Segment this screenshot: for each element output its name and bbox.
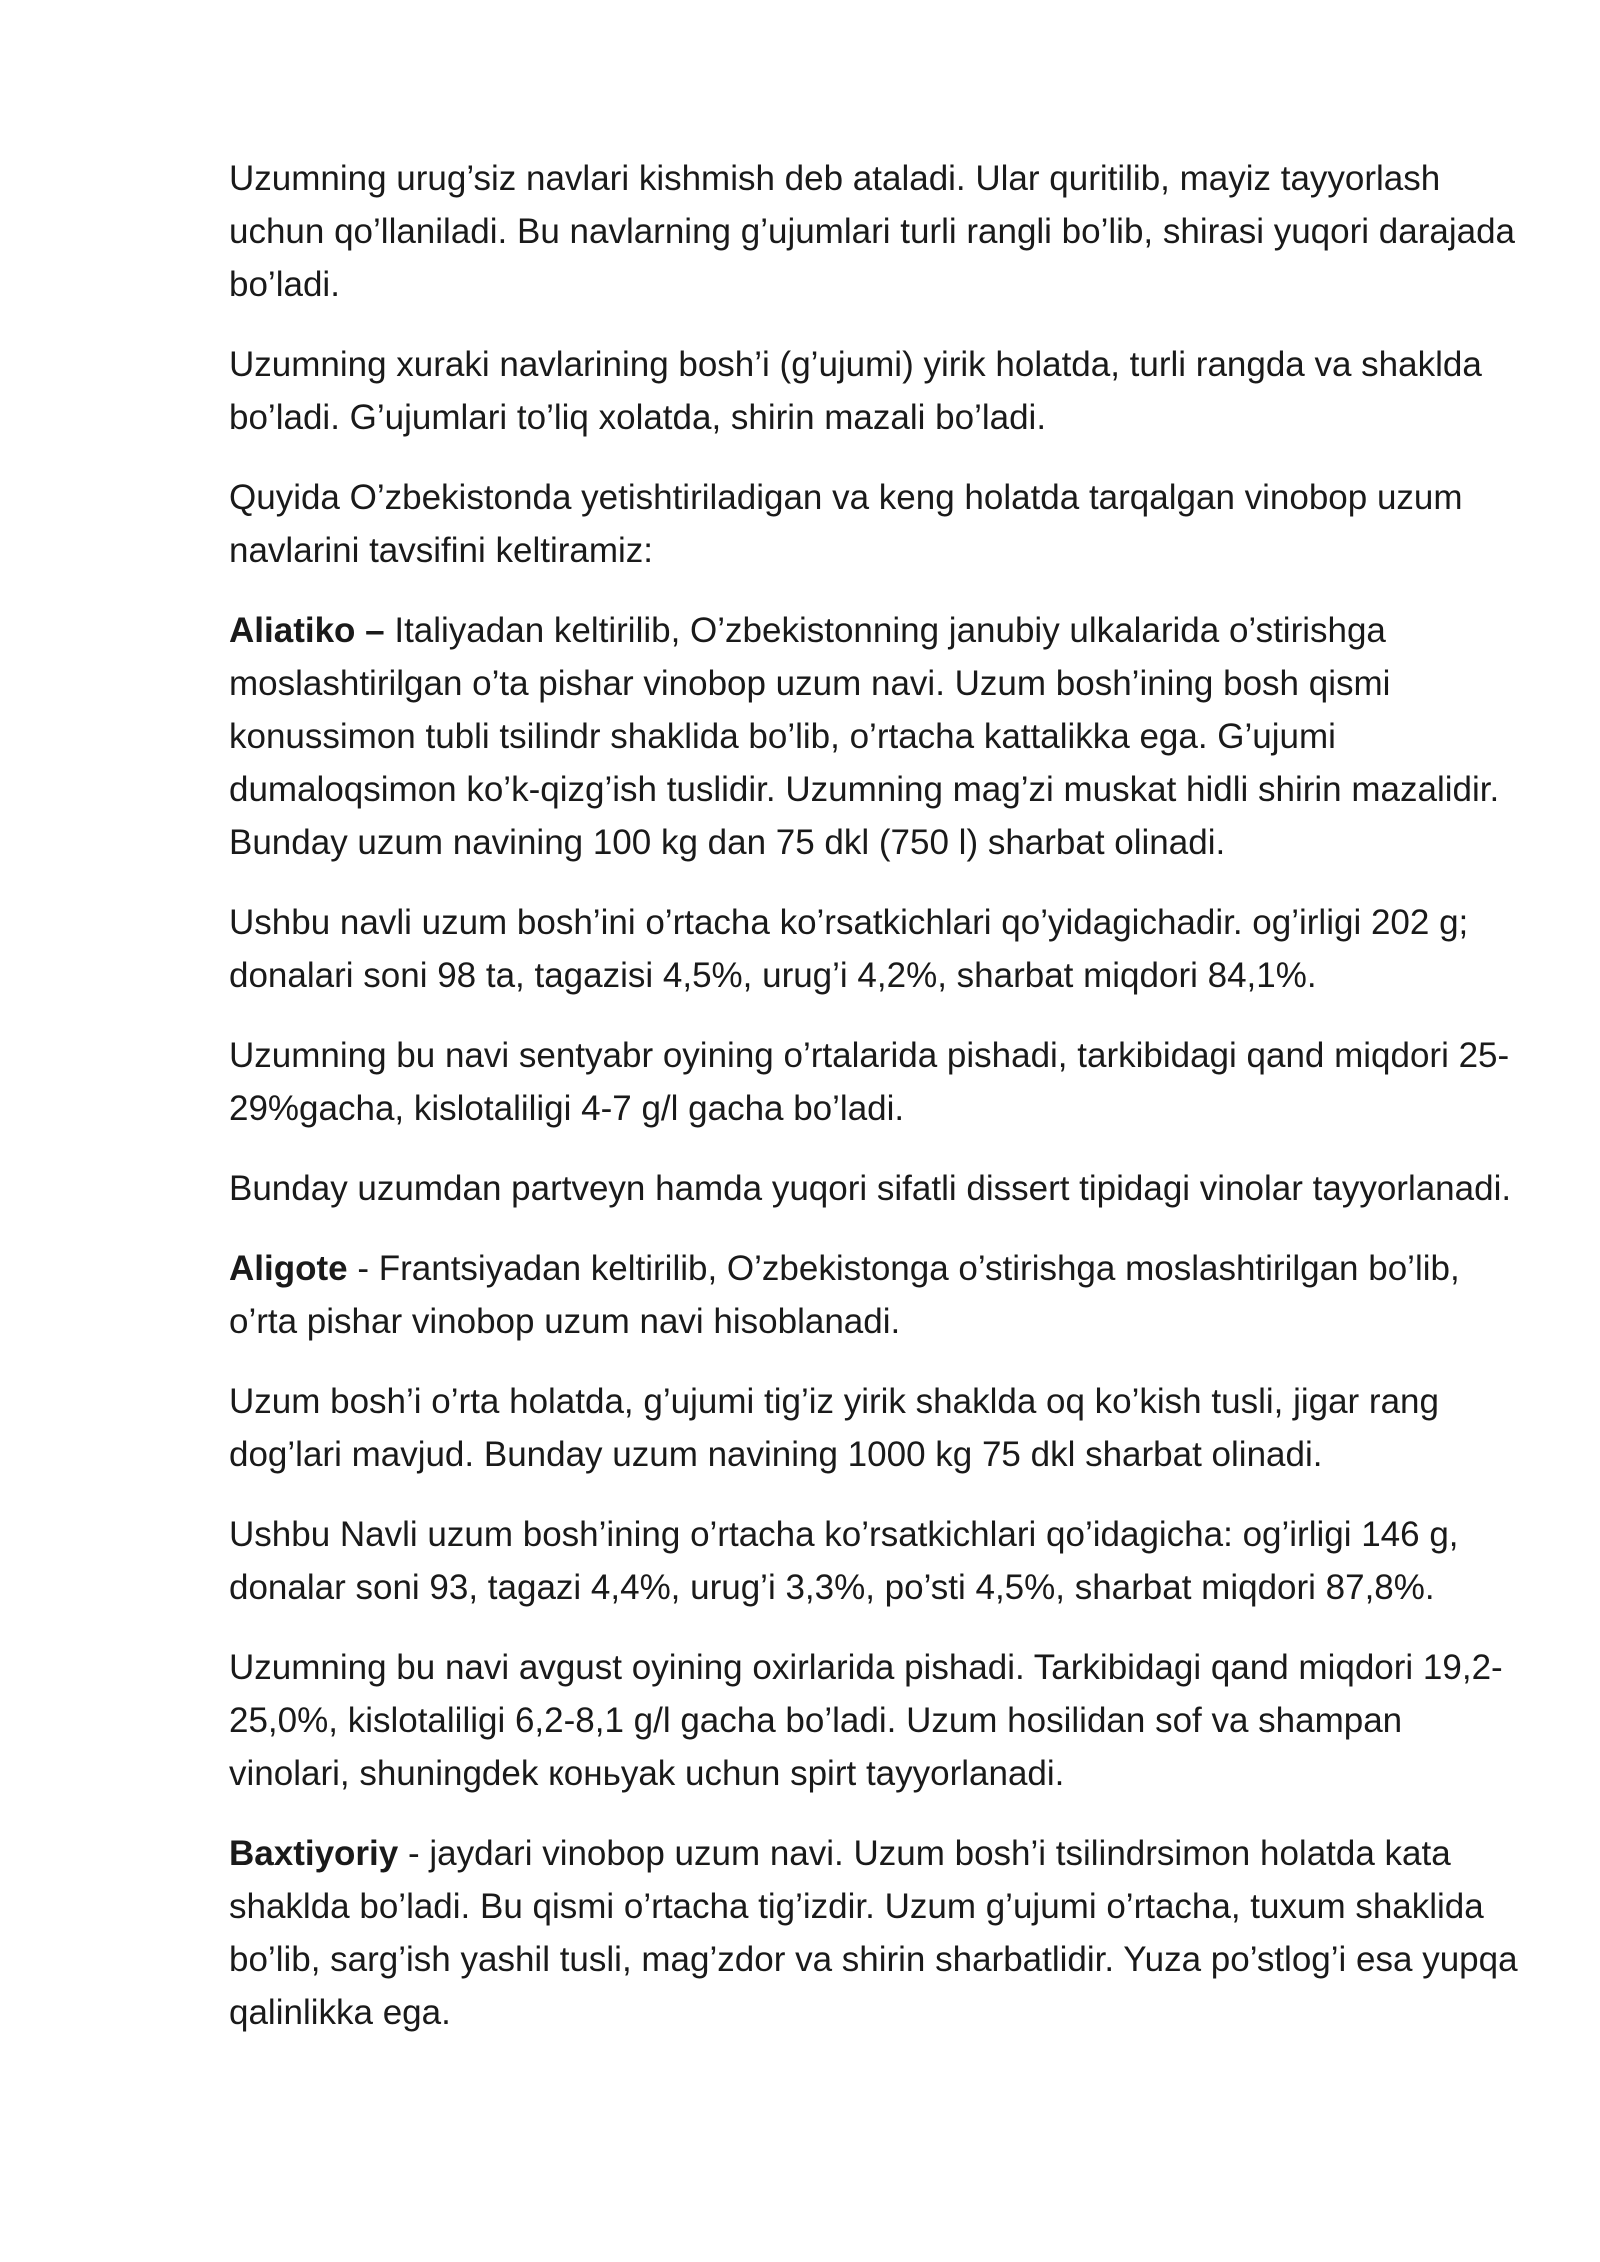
- term-separator: [385, 611, 395, 650]
- paragraph: [229, 152, 1519, 311]
- paragraph-text: Quyida O’zbekistonda yetishtiriladigan va keng holatda tarqalgan vinobop uzum navlarini tavsifini keltiramiz:: [229, 478, 1463, 570]
- paragraph-text: Ushbu Navli uzum bosh’ining o’rtacha ko’rsatkichlari qo’idagicha: og’irligi 146 g, donalar soni 93, tagazi 4,4%, urug’i 3,3%, po’sti 4,5%, sharbat miqdori 87,8%.: [229, 1515, 1459, 1607]
- term: Aligote: [229, 1249, 348, 1288]
- term-separator: [348, 1249, 358, 1288]
- paragraph-aligote: [229, 1242, 1519, 1348]
- paragraph-text: Uzumning xuraki navlarining bosh’i (g’ujumi) yirik holatda, turli rangda va shaklda bo’ladi. G’ujumlari to’liq xolatda, shirin mazali bo’ladi.: [229, 345, 1482, 437]
- paragraph-baxtiyoriy: [229, 1827, 1519, 2039]
- term-separator: [398, 1834, 408, 1873]
- paragraph-text: Uzumning bu navi avgust oyining oxirlarida pishadi. Tarkibidagi qand miqdori 19,2-25,0%, kislotaliligi 6,2-8,1 g/l gacha bo’ladi. Uzum hosilidan sof va shampan vinolari, shuningdek коньyak uchun spirt tayyorlanadi.: [229, 1648, 1503, 1793]
- paragraph: [229, 338, 1519, 444]
- paragraph-text: Uzumning urug’siz navlari kishmish deb ataladi. Ular quritilib, mayiz tayyorlash uchun qo’llaniladi. Bu navlarning g’ujumlari turli rangli bo’lib, shirasi yuqori darajada bo’ladi.: [229, 159, 1515, 304]
- paragraph-text: Uzumning bu navi sentyabr oyining o’rtalarida pishadi, tarkibidagi qand miqdori 25-29%gacha, kislotaliligi 4-7 g/l gacha bo’ladi.: [229, 1036, 1510, 1128]
- paragraph: [229, 1508, 1519, 1614]
- term: Aliatiko –: [229, 611, 385, 650]
- paragraph-text: Uzum bosh’i o’rta holatda, g’ujumi tig’iz yirik shaklda oq ko’kish tusli, jigar rang dog’lari mavjud. Bunday uzum navining 1000 kg 75 dkl sharbat olinadi.: [229, 1382, 1439, 1474]
- paragraph: [229, 1375, 1519, 1481]
- term: Baxtiyoriy: [229, 1834, 399, 1873]
- paragraph-text: - jaydari vinobop uzum navi. Uzum bosh’i tsilindrsimon holatda kata shaklda bo’ladi. Bu qismi o’rtacha tig’izdir. Uzum g’ujumi o’rtacha, tuxum shaklida bo’lib, sarg’ish yashil tusli, mag’zdor va shirin sharbatlidir. Yuza po’stlog’i esa yupqa qalinlikka ega.: [229, 1834, 1518, 2032]
- paragraph-text: - Frantsiyadan keltirilib, O’zbekistonga o’stirishga moslashtirilgan bo’lib, o’rta pishar vinobop uzum navi hisoblanadi.: [229, 1249, 1460, 1341]
- paragraph-aliatiko: [229, 604, 1519, 869]
- paragraph-text: Bunday uzumdan partveyn hamda yuqori sifatli dissert tipidagi vinolar tayyorlanadi.: [229, 1169, 1512, 1208]
- paragraph: [229, 1641, 1519, 1800]
- paragraph-text: Italiyadan keltirilib, O’zbekistonning janubiy ulkalarida o’stirishga moslashtirilgan o’ta pishar vinobop uzum navi. Uzum bosh’ining bosh qismi konussimon tubli tsilindr shaklida bo’lib, o’rtacha kattalikka ega. G’ujumi dumaloqsimon ko’k-qizg’ish tuslidir. Uzumning mag’zi muskat hidli shirin mazalidir. Bunday uzum navining 100 kg dan 75 dkl (750 l) sharbat olinadi.: [229, 611, 1500, 862]
- paragraph-text: Ushbu navli uzum bosh’ini o’rtacha ko’rsatkichlari qo’yidagichadir. og’irligi 202 g; donalari soni 98 ta, tagazisi 4,5%, urug’i 4,2%, sharbat miqdori 84,1%.: [229, 903, 1469, 995]
- paragraph: [229, 1029, 1519, 1135]
- paragraph: [229, 471, 1519, 577]
- paragraph: [229, 896, 1519, 1002]
- document-page: [229, 152, 1519, 2066]
- paragraph: [229, 1162, 1519, 1215]
